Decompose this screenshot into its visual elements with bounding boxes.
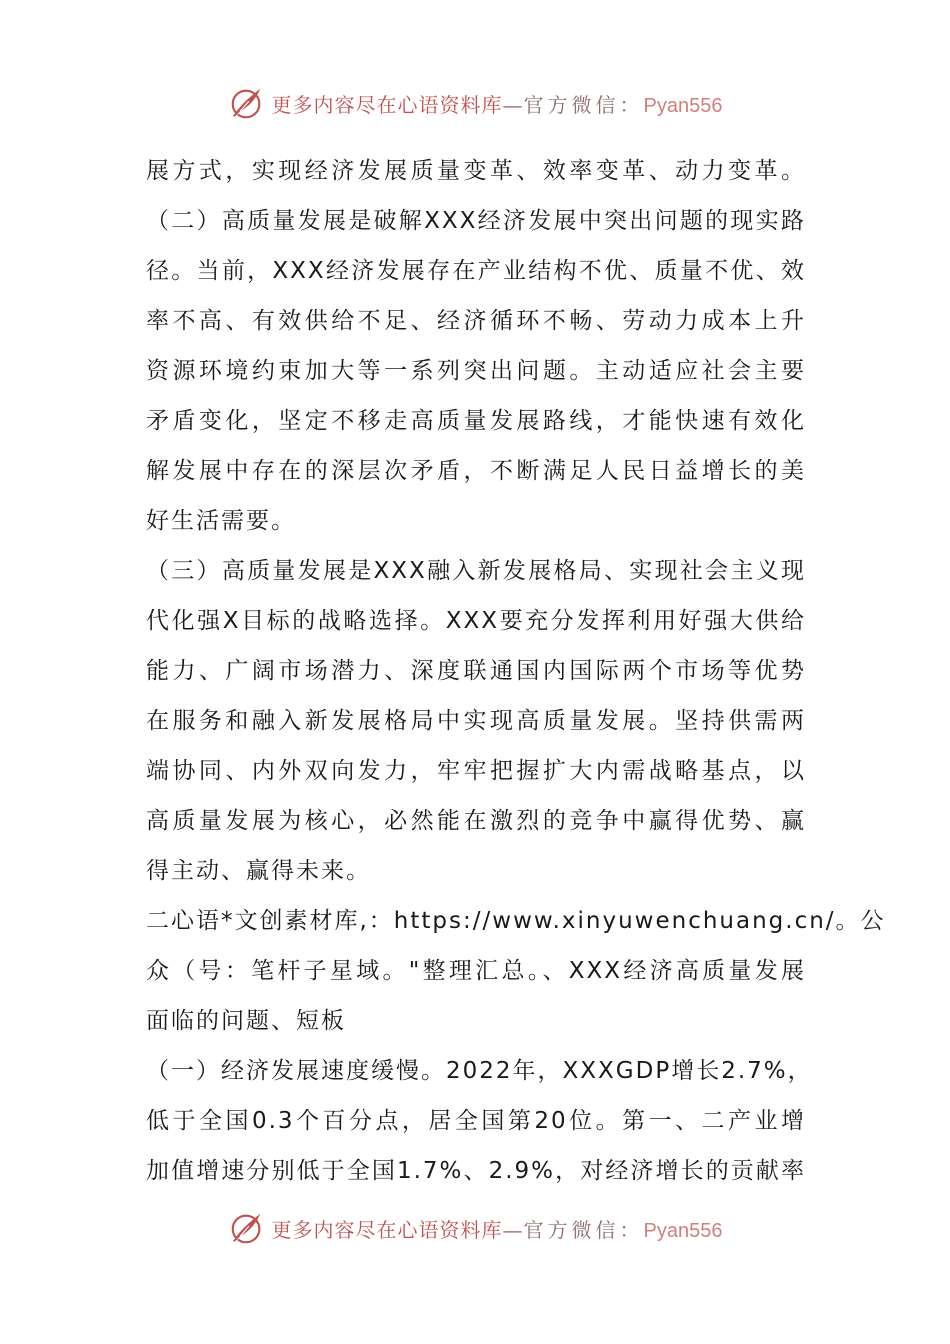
watermark-text bbox=[272, 1214, 723, 1243]
text-line: （一）经济发展速度缓慢。2022年，XXXGDP增长2.7%， bbox=[146, 1058, 813, 1084]
text-line: 率不高、有效供给不足、经济循环不畅、劳动力成本上升 bbox=[146, 308, 806, 334]
text-line: 低于全国0.3个百分点，居全国第20位。第一、二产业增 bbox=[146, 1108, 806, 1134]
text-line: 众（号：笔杆子星域。"整理汇总。、XXX经济高质量发展 bbox=[146, 958, 806, 984]
quill-logo-icon bbox=[228, 84, 266, 122]
text-line: 展方式，实现经济发展质量变革、效率变革、动力变革。 bbox=[146, 158, 806, 184]
text-line: 径。当前，XXX经济发展存在产业结构不优、质量不优、效 bbox=[146, 258, 806, 284]
text-line: 解发展中存在的深层次矛盾，不断满足人民日益增长的美 bbox=[146, 458, 806, 484]
footer-watermark bbox=[0, 1208, 950, 1248]
text-line: 好生活需要。 bbox=[146, 508, 296, 534]
text-line: 矛盾变化，坚定不移走高质量发展路线，才能快速有效化 bbox=[146, 408, 806, 434]
text-line: 得主动、赢得未来。 bbox=[146, 858, 371, 884]
watermark-dash: — bbox=[502, 1217, 524, 1242]
quill-logo-icon bbox=[228, 1209, 266, 1247]
text-line: 能力、广阔市场潜力、深度联通国内国际两个市场等优势 bbox=[146, 658, 806, 684]
text-line: 代化强X目标的战略选择。XXX要充分发挥利用好强大供给 bbox=[146, 608, 806, 634]
header-watermark bbox=[0, 83, 950, 123]
text-line: 高质量发展为核心，必然能在激烈的竞争中赢得优势、赢 bbox=[146, 808, 806, 834]
text-line: 端协同、内外双向发力，牢牢把握扩大内需战略基点，以 bbox=[146, 758, 806, 784]
watermark-label: 官方微信： bbox=[523, 1217, 644, 1242]
text-line: （二）高质量发展是破解XXX经济发展中突出问题的现实路 bbox=[146, 208, 806, 234]
text-line: 面临的问题、短板 bbox=[146, 1008, 346, 1034]
watermark-id: Pyan556 bbox=[643, 1219, 723, 1242]
watermark-brand: 更多内容尽在心语资料库 bbox=[271, 92, 503, 117]
text-line: 加值增速分别低于全国1.7%、2.9%，对经济增长的贡献率 bbox=[146, 1158, 806, 1184]
watermark-brand: 更多内容尽在心语资料库 bbox=[271, 1217, 503, 1242]
watermark-id: Pyan556 bbox=[643, 94, 723, 117]
text-line: （三）高质量发展是XXX融入新发展格局、实现社会主义现 bbox=[146, 558, 806, 584]
watermark-dash: — bbox=[502, 92, 524, 117]
document-body bbox=[146, 146, 886, 1196]
text-line: 在服务和融入新发展格局中实现高质量发展。坚持供需两 bbox=[146, 708, 806, 734]
watermark-label: 官方微信： bbox=[523, 92, 644, 117]
text-line: 二心语*文创素材库,：https://www.xinyuwenchuang.cn/。公 bbox=[146, 908, 886, 934]
text-line: 资源环境约束加大等一系列突出问题。主动适应社会主要 bbox=[146, 358, 806, 384]
watermark-text bbox=[272, 89, 723, 118]
